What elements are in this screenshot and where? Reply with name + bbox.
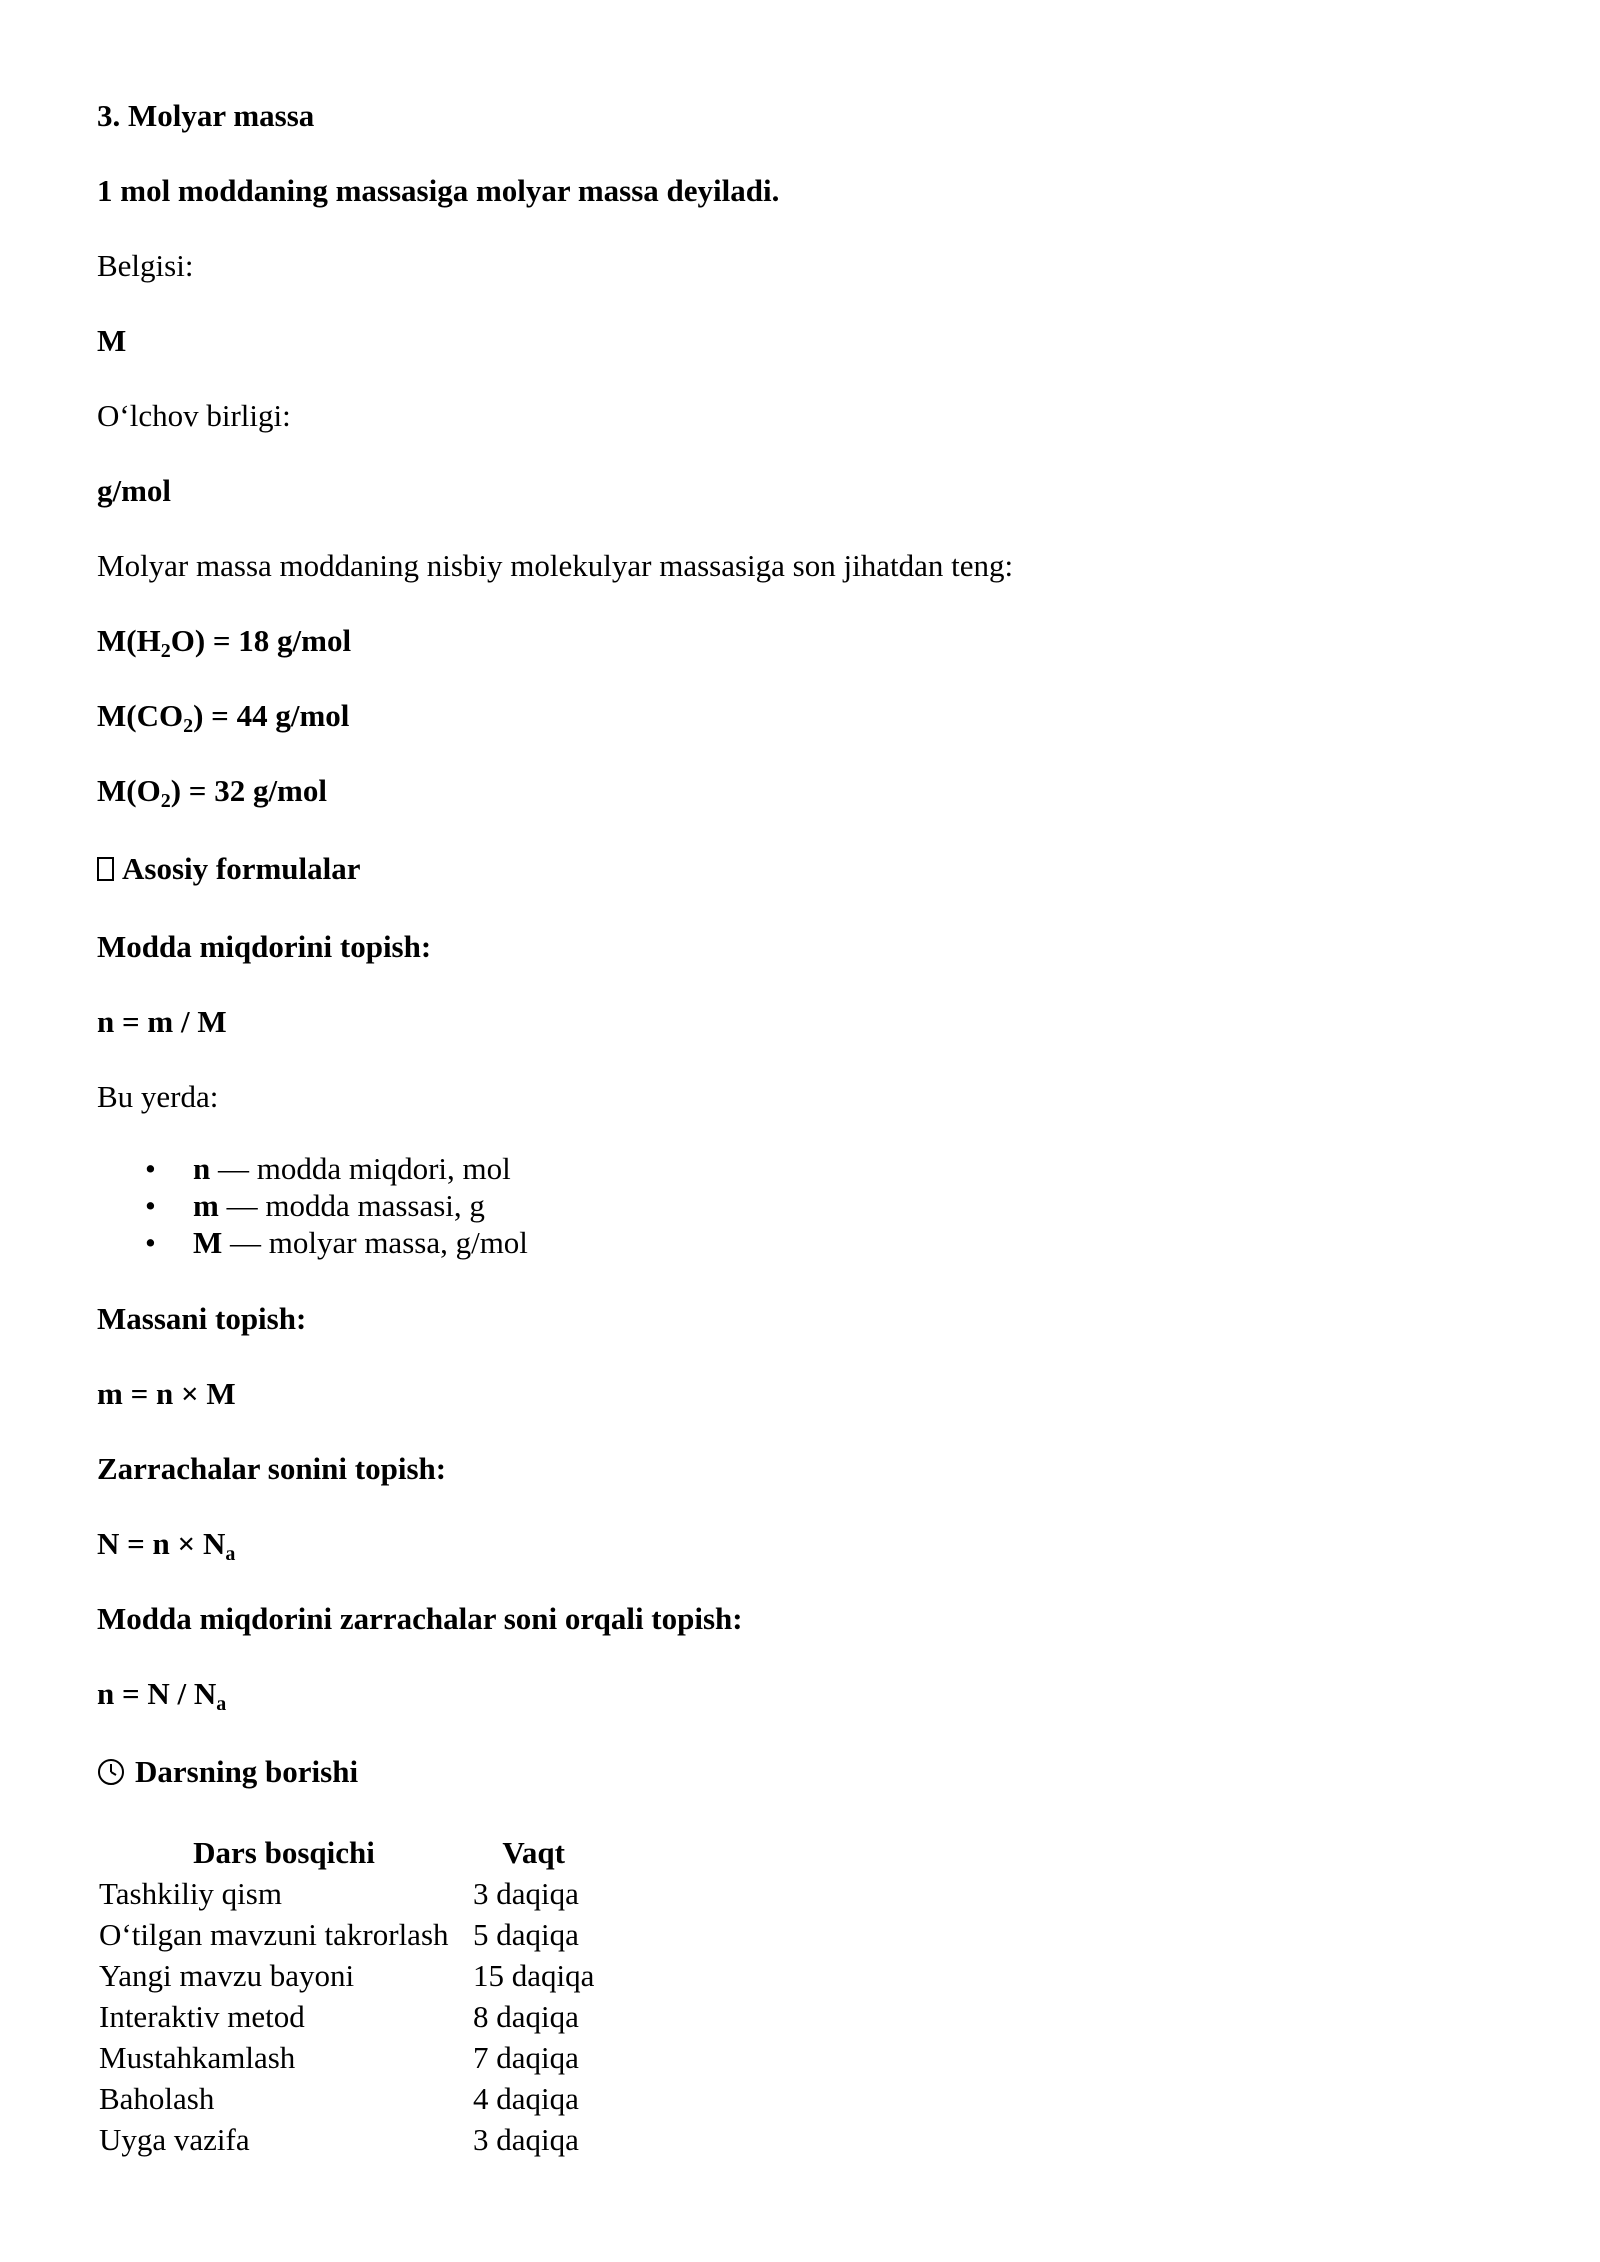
symbol-label: Belgisi:: [97, 248, 194, 283]
table-header-row: [97, 1832, 596, 1873]
stage-cell: Uyga vazifa: [99, 2122, 250, 2157]
time-cell: 7 daqiqa: [473, 2040, 579, 2075]
formula-amount-particles: $n = N / N_a$: [97, 1676, 227, 1715]
table-row: [97, 1996, 596, 2037]
find-mass-label: Massani topish:: [97, 1301, 307, 1336]
list-item: • n — modda miqdori, mol: [97, 1150, 528, 1187]
table-row: [97, 1955, 596, 1996]
formulas-heading: Asosiy formulalar: [97, 850, 361, 888]
missing-glyph-icon: [97, 857, 114, 881]
symbol-value: M: [97, 323, 127, 358]
stage-cell: O‘tilgan mavzuni takrorlash: [99, 1917, 449, 1952]
formula-mass: m = n × M: [97, 1376, 236, 1411]
table-row: [97, 1914, 596, 1955]
unit-value: g/mol: [97, 473, 172, 508]
bullet-icon: •: [145, 1151, 156, 1186]
lesson-table: [97, 1832, 596, 2160]
time-cell: 3 daqiqa: [473, 1876, 579, 1911]
time-cell: 3 daqiqa: [473, 2122, 579, 2157]
table-row: [97, 2119, 596, 2160]
bullet-icon: •: [145, 1225, 156, 1260]
table-row: [97, 2037, 596, 2078]
time-cell: 4 daqiqa: [473, 2081, 579, 2116]
definition-text: 1 mol moddaning massasiga molyar massa deyiladi.: [97, 173, 780, 208]
definitions-list: [97, 1150, 528, 1261]
table-row: [97, 2078, 596, 2119]
stage-cell: Tashkiliy qism: [99, 1876, 282, 1911]
time-cell: 5 daqiqa: [473, 1917, 579, 1952]
where-label: Bu yerda:: [97, 1079, 219, 1114]
unit-label: O‘lchov birligi:: [97, 398, 291, 433]
stage-cell: Baholash: [99, 2081, 215, 2116]
section-title: 3. Molyar massa: [97, 98, 315, 133]
column-header: Dars bosqichi: [193, 1835, 375, 1870]
find-amount-label: Modda miqdorini topish:: [97, 929, 432, 964]
list-item: • m — modda massasi, g: [97, 1187, 528, 1224]
time-cell: 8 daqiqa: [473, 1999, 579, 2034]
time-cell: 15 daqiqa: [473, 1958, 595, 1993]
stage-cell: Interaktiv metod: [99, 1999, 305, 2034]
table-row: [97, 1873, 596, 1914]
example-co2: $M(CO_2) = 44$ g/mol: [97, 698, 350, 737]
lesson-heading: Darsning borishi: [97, 1753, 358, 1791]
column-header: Vaqt: [502, 1835, 565, 1870]
clock-icon: [97, 1758, 125, 1786]
example-o2: $M(O_2) = 32$ g/mol: [97, 773, 327, 812]
example-water: $M(H_2O) = 18$ g/mol: [97, 623, 352, 662]
find-particles-label: Zarrachalar sonini topish:: [97, 1451, 447, 1486]
formula-particles: $N = n \times N_a$: [97, 1526, 236, 1565]
bullet-icon: •: [145, 1188, 156, 1223]
formula-amount: n = m / M: [97, 1004, 227, 1039]
list-item: • M — molyar massa, g/mol: [97, 1224, 528, 1261]
stage-cell: Yangi mavzu bayoni: [99, 1958, 355, 1993]
relation-text: Molyar massa moddaning nisbiy molekulyar massasiga son jihatdan teng:: [97, 548, 1014, 583]
find-amount-particles-label: Modda miqdorini zarrachalar soni orqali topish:: [97, 1601, 743, 1636]
stage-cell: Mustahkamlash: [99, 2040, 296, 2075]
